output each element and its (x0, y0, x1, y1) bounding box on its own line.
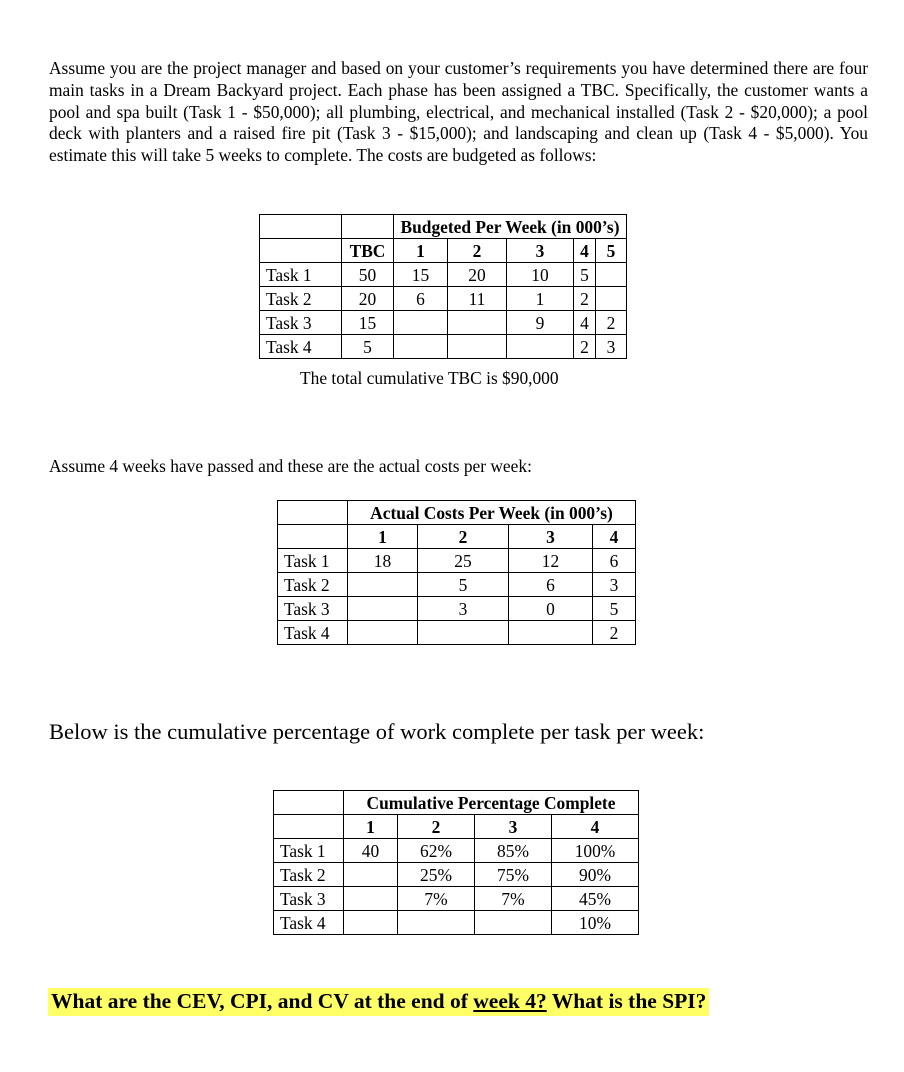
week-header: 2 (448, 239, 507, 263)
blank-cell (278, 501, 348, 525)
value-cell: 100% (552, 839, 639, 863)
value-cell (448, 335, 507, 359)
value-cell: 2 (596, 311, 627, 335)
table-row (274, 911, 639, 935)
value-cell (348, 597, 418, 621)
value-cell: 2 (593, 621, 636, 645)
task-label: Task 2 (260, 287, 342, 311)
table-row (278, 549, 636, 573)
value-cell: 3 (596, 335, 627, 359)
value-cell: 7% (398, 887, 475, 911)
value-cell: 90% (552, 863, 639, 887)
week-header: 2 (398, 815, 475, 839)
week-header: 5 (596, 239, 627, 263)
percent-title: Cumulative Percentage Complete (344, 791, 639, 815)
task-label: Task 2 (278, 573, 348, 597)
intro-paragraph: Assume you are the project manager and based on your customer’s requirements you have determined there are four main tasks in a Dream Backyard project. Each phase has been assigned a TBC. Specifically, the customer wants a pool and spa built (Task 1 - $50,000); all plumbing, electrical, and mechanical installed (Task 2 - $20,000); a pool deck with planters and a raised fire pit (Task 3 - $15,000); and landscaping and clean up (Task 4 - $5,000). You estimate this will take 5 weeks to complete. The costs are budgeted as follows: (49, 58, 868, 166)
budget-table (259, 214, 627, 359)
value-cell (348, 621, 418, 645)
value-cell (344, 911, 398, 935)
blank-cell (342, 215, 394, 239)
value-cell: 20 (448, 263, 507, 287)
question-text-part2: What is the SPI? (546, 989, 707, 1013)
blank-cell (260, 215, 342, 239)
task-label: Task 3 (260, 311, 342, 335)
value-cell: 6 (394, 287, 448, 311)
value-cell: 1 (507, 287, 574, 311)
value-cell: 3 (593, 573, 636, 597)
value-cell: 18 (348, 549, 418, 573)
week-header: 4 (574, 239, 596, 263)
actual-costs-table (277, 500, 636, 645)
percent-complete-table (273, 790, 639, 935)
question-highlight (48, 988, 709, 1016)
table-row (274, 839, 639, 863)
budget-title: Budgeted Per Week (in 000’s) (394, 215, 627, 239)
actual-title: Actual Costs Per Week (in 000’s) (348, 501, 636, 525)
value-cell: 11 (448, 287, 507, 311)
value-cell (509, 621, 593, 645)
value-cell (398, 911, 475, 935)
value-cell: 3 (418, 597, 509, 621)
value-cell: 9 (507, 311, 574, 335)
value-cell: 6 (593, 549, 636, 573)
week-header: 3 (509, 525, 593, 549)
value-cell: 15 (394, 263, 448, 287)
table-row (260, 263, 627, 287)
value-cell (475, 911, 552, 935)
value-cell: 2 (574, 335, 596, 359)
table-row (260, 335, 627, 359)
value-cell: 75% (475, 863, 552, 887)
value-cell: 7% (475, 887, 552, 911)
table-row (278, 573, 636, 597)
tbc-cell: 20 (342, 287, 394, 311)
week-header: 1 (394, 239, 448, 263)
task-label: Task 3 (278, 597, 348, 621)
value-cell (596, 287, 627, 311)
value-cell: 5 (593, 597, 636, 621)
total-tbc-note: The total cumulative TBC is $90,000 (300, 368, 559, 388)
week-header: 3 (507, 239, 574, 263)
value-cell: 85% (475, 839, 552, 863)
value-cell: 2 (574, 287, 596, 311)
week-header: 4 (552, 815, 639, 839)
value-cell: 6 (509, 573, 593, 597)
tbc-cell: 15 (342, 311, 394, 335)
value-cell: 12 (509, 549, 593, 573)
value-cell (344, 863, 398, 887)
task-label: Task 1 (260, 263, 342, 287)
task-label: Task 4 (260, 335, 342, 359)
value-cell (394, 311, 448, 335)
task-label: Task 1 (274, 839, 344, 863)
blank-cell (260, 239, 342, 263)
table-row (278, 597, 636, 621)
tbc-cell: 5 (342, 335, 394, 359)
table-row (274, 887, 639, 911)
blank-cell (274, 791, 344, 815)
question-text-part1: What are the CEV, CPI, and CV at the end of (51, 989, 474, 1013)
value-cell: 5 (418, 573, 509, 597)
week-header: 3 (475, 815, 552, 839)
value-cell: 25% (398, 863, 475, 887)
task-label: Task 3 (274, 887, 344, 911)
value-cell: 5 (574, 263, 596, 287)
percent-intro: Below is the cumulative percentage of work complete per task per week: (49, 719, 705, 744)
value-cell (344, 887, 398, 911)
value-cell (418, 621, 509, 645)
value-cell: 10 (507, 263, 574, 287)
value-cell (596, 263, 627, 287)
table-row (274, 863, 639, 887)
task-label: Task 4 (274, 911, 344, 935)
actual-intro: Assume 4 weeks have passed and these are the actual costs per week: (49, 456, 532, 476)
value-cell: 4 (574, 311, 596, 335)
value-cell: 62% (398, 839, 475, 863)
blank-cell (274, 815, 344, 839)
question-week-emphasis: week 4? (473, 989, 547, 1013)
blank-cell (278, 525, 348, 549)
week-header: 2 (418, 525, 509, 549)
value-cell (394, 335, 448, 359)
task-label: Task 2 (274, 863, 344, 887)
week-header: 4 (593, 525, 636, 549)
task-label: Task 4 (278, 621, 348, 645)
value-cell: 25 (418, 549, 509, 573)
value-cell: 10% (552, 911, 639, 935)
tbc-cell: 50 (342, 263, 394, 287)
table-row (260, 287, 627, 311)
week-header: 1 (344, 815, 398, 839)
value-cell: 40 (344, 839, 398, 863)
task-label: Task 1 (278, 549, 348, 573)
value-cell (348, 573, 418, 597)
value-cell: 0 (509, 597, 593, 621)
week-header: 1 (348, 525, 418, 549)
value-cell (448, 311, 507, 335)
value-cell (507, 335, 574, 359)
table-row (260, 311, 627, 335)
value-cell: 45% (552, 887, 639, 911)
table-row (278, 621, 636, 645)
tbc-header: TBC (342, 239, 394, 263)
